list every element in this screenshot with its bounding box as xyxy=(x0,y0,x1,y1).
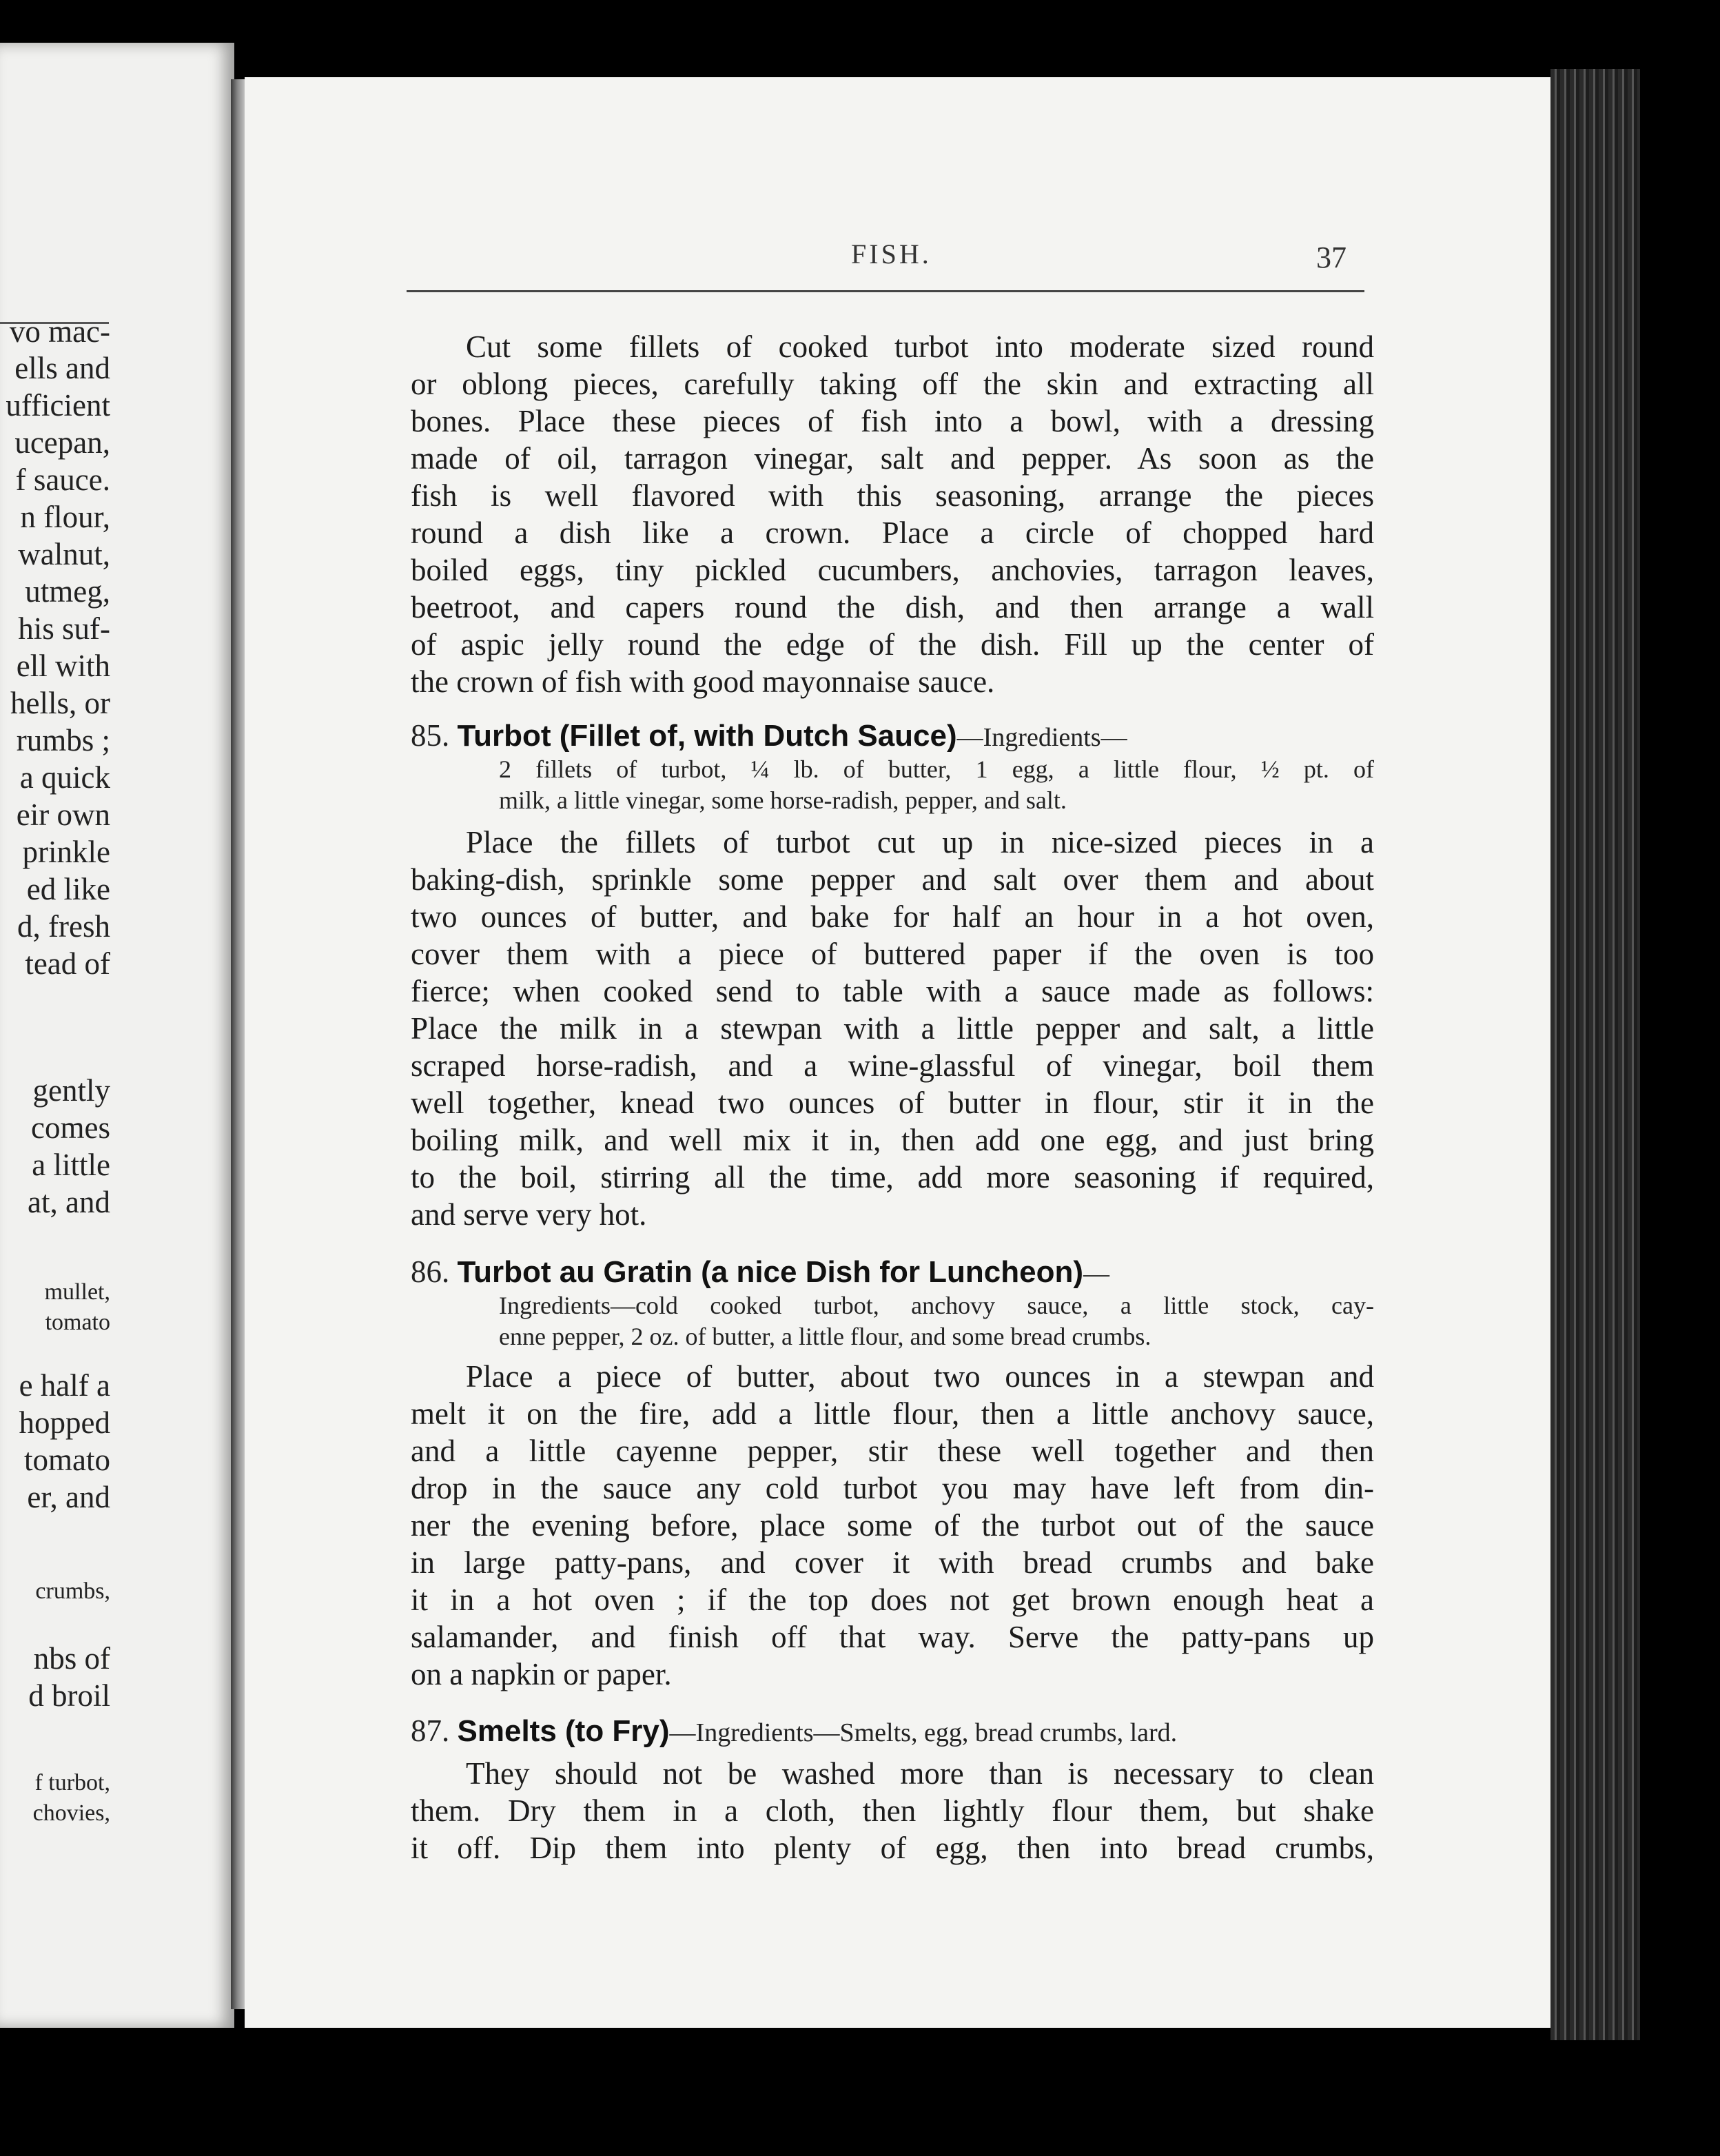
previous-page-line: comes xyxy=(31,1110,110,1145)
previous-page-line: rumbs ; xyxy=(16,723,110,757)
previous-page-line: gently xyxy=(32,1073,110,1108)
previous-page-line: walnut, xyxy=(18,537,110,571)
previous-page-line: d, fresh xyxy=(17,909,110,944)
recipe-body-line: baking-dish, sprinkle some pepper and salt over them and about xyxy=(411,862,1374,897)
ingredients-label: —Ingredients— xyxy=(956,723,1127,752)
previous-page-line: f sauce. xyxy=(15,462,110,497)
recipe-body-line: them. Dry them in a cloth, then lightly flour them, but shake xyxy=(411,1793,1374,1828)
intro-line: or oblong pieces, carefully taking off the skin and extracting all xyxy=(411,367,1374,401)
running-head: FISH. xyxy=(851,238,932,270)
recipe-number: 87. xyxy=(411,1713,458,1748)
recipe-number: 85. xyxy=(411,718,458,753)
recipe-body-line: ner the evening before, place some of the turbot out of the sauce xyxy=(411,1508,1374,1543)
previous-page-line: hopped xyxy=(19,1405,110,1440)
recipe-heading xyxy=(411,1253,1109,1292)
recipe-body-line: salamander, and finish off that way. Serve the patty-pans up xyxy=(411,1620,1374,1654)
previous-page-line: hells, or xyxy=(10,686,110,720)
ingredients-line: 2 fillets of turbot, ¼ lb. of butter, 1 egg, a little flour, ½ pt. of xyxy=(499,755,1374,783)
previous-page-line: ufficient xyxy=(6,388,110,423)
recipe-body-line: Place the milk in a stewpan with a little pepper and salt, a little xyxy=(411,1011,1374,1046)
previous-page-line: utmeg, xyxy=(25,574,110,609)
ingredients-label: — xyxy=(1083,1259,1110,1288)
intro-line: round a dish like a crown. Place a circle of chopped hard xyxy=(411,516,1374,550)
intro-line: boiled eggs, tiny pickled cucumbers, anchovies, tarragon leaves, xyxy=(411,553,1374,587)
recipe-title: Smelts (to Fry) xyxy=(457,1714,670,1748)
previous-page-line: tead of xyxy=(25,946,110,981)
previous-page-line: vo mac- xyxy=(9,314,110,349)
intro-line: of aspic jelly round the edge of the dish. Fill up the center of xyxy=(411,627,1374,662)
intro-line: the crown of fish with good mayonnaise sauce. xyxy=(411,664,995,699)
recipe-body-line: and a little cayenne pepper, stir these well together and then xyxy=(411,1434,1374,1468)
previous-page-line: d broil xyxy=(28,1678,110,1713)
ingredients-line: milk, a little vinegar, some horse-radish, pepper, and salt. xyxy=(499,786,1067,814)
recipe-body-line: in large patty-pans, and cover it with bread crumbs and bake xyxy=(411,1545,1374,1580)
recipe-heading xyxy=(411,717,1127,756)
recipe-body-line: drop in the sauce any cold turbot you may have left from din- xyxy=(411,1471,1374,1505)
recipe-heading xyxy=(411,1712,1177,1751)
recipe-number: 86. xyxy=(411,1254,458,1289)
previous-page-line: ed like xyxy=(26,872,110,906)
page-edges xyxy=(1550,69,1640,2040)
recipe-body-line: Place the fillets of turbot cut up in nice-sized pieces in a xyxy=(466,825,1374,860)
recipe-body-line: well together, knead two ounces of butter in flour, stir it in the xyxy=(411,1086,1374,1120)
recipe-title: Turbot au Gratin (a nice Dish for Luncheon) xyxy=(457,1255,1084,1289)
ingredients-line: enne pepper, 2 oz. of butter, a little flour, and some bread crumbs. xyxy=(499,1323,1151,1350)
page-number: 37 xyxy=(1316,241,1347,274)
recipe-body-line: two ounces of butter, and bake for half an hour in a hot oven, xyxy=(411,899,1374,934)
recipe-body-line: cover them with a piece of buttered paper if the oven is too xyxy=(411,937,1374,971)
intro-line: bones. Place these pieces of fish into a bowl, with a dressing xyxy=(411,404,1374,438)
previous-page-line: a quick xyxy=(19,760,110,795)
previous-page-line: ucepan, xyxy=(14,425,110,460)
previous-page-line: ells and xyxy=(14,351,110,385)
recipe-body-line: scraped horse-radish, and a wine-glassful of vinegar, boil them xyxy=(411,1048,1374,1083)
ingredients-label: —Ingredients—Smelts, egg, bread crumbs, lard. xyxy=(669,1718,1178,1747)
recipe-body-line: and serve very hot. xyxy=(411,1197,647,1232)
previous-page-line: nbs of xyxy=(33,1641,110,1676)
header-rule xyxy=(407,290,1364,292)
intro-line: beetroot, and capers round the dish, and then arrange a wall xyxy=(411,590,1374,624)
recipe-body-line: it off. Dip them into plenty of egg, then into bread crumbs, xyxy=(411,1831,1374,1865)
recipe-body-line: They should not be washed more than is necessary to clean xyxy=(466,1756,1374,1791)
previous-page-line: prinkle xyxy=(22,835,110,869)
recipe-body-line: Place a piece of butter, about two ounces in a stewpan and xyxy=(466,1359,1374,1394)
previous-page-line: his suf- xyxy=(18,611,110,646)
recipe-body-line: fierce; when cooked send to table with a sauce made as follows: xyxy=(411,974,1374,1008)
ingredients-line: Ingredients—cold cooked turbot, anchovy sauce, a little stock, cay- xyxy=(499,1292,1374,1319)
previous-page-line: eir own xyxy=(16,797,110,832)
intro-line: made of oil, tarragon vinegar, salt and pepper. As soon as the xyxy=(411,441,1374,476)
previous-page-line: er, and xyxy=(27,1480,110,1514)
previous-page-line: at, and xyxy=(28,1185,110,1219)
recipe-title: Turbot (Fillet of, with Dutch Sauce) xyxy=(457,719,957,753)
recipe-body-line: on a napkin or paper. xyxy=(411,1657,672,1691)
previous-page-line: chovies, xyxy=(32,1800,110,1826)
recipe-body-line: it in a hot oven ; if the top does not get brown enough heat a xyxy=(411,1583,1374,1617)
recipe-body-line: melt it on the fire, add a little flour, then a little anchovy sauce, xyxy=(411,1396,1374,1431)
previous-page-line: a little xyxy=(32,1148,110,1182)
previous-page-line: e half a xyxy=(19,1368,110,1403)
recipe-body-line: boiling milk, and well mix it in, then add one egg, and just bring xyxy=(411,1123,1374,1157)
recipe-body-line: to the boil, stirring all the time, add more seasoning if required, xyxy=(411,1160,1374,1194)
previous-page-line: n flour, xyxy=(20,500,110,534)
previous-page-line: ell with xyxy=(16,649,110,683)
intro-line: Cut some fillets of cooked turbot into moderate sized round xyxy=(466,329,1374,364)
previous-page-line: tomato xyxy=(45,1310,110,1335)
intro-line: fish is well flavored with this seasoning, arrange the pieces xyxy=(411,478,1374,513)
previous-page-line: mullet, xyxy=(44,1279,110,1305)
previous-page-line: f turbot, xyxy=(34,1770,110,1796)
previous-page-line: crumbs, xyxy=(35,1578,110,1604)
previous-page-line: tomato xyxy=(24,1443,110,1477)
